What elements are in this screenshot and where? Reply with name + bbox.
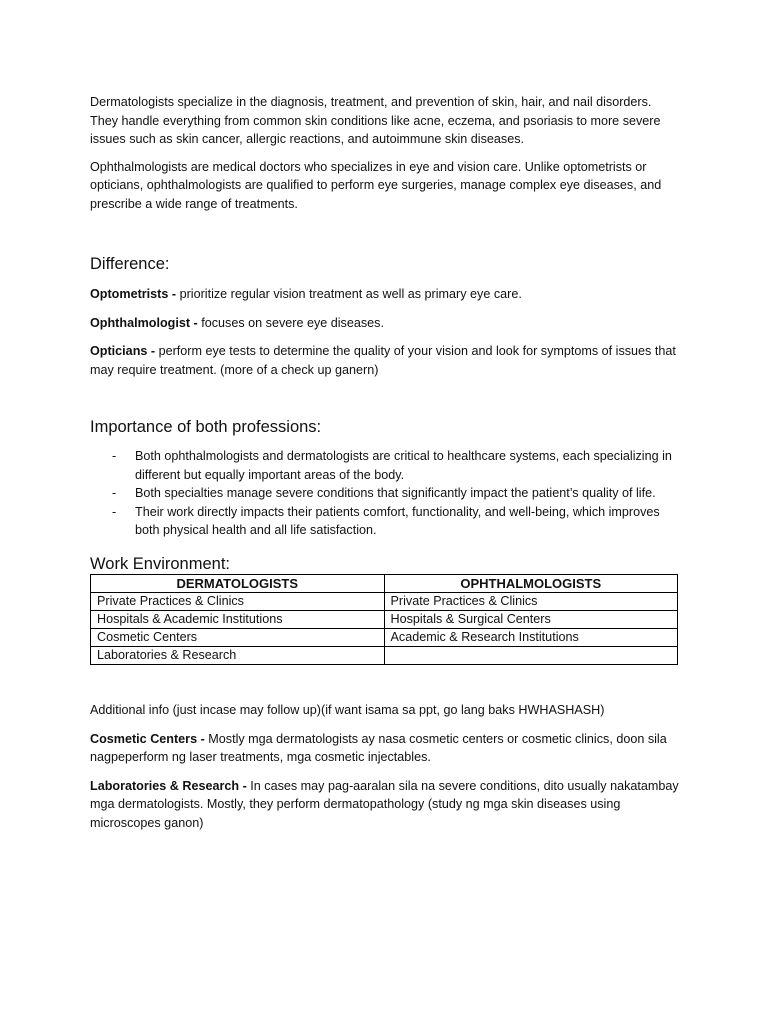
dash-bullet: - — [112, 486, 117, 500]
list-item-text: Both ophthalmologists and dermatologists are critical to healthcare systems, each specializing in different but equally important areas of the body. — [135, 449, 672, 482]
intro-dermatologists-paragraph: Dermatologists specialize in the diagnosis, treatment, and prevention of skin, hair, and nail disorders. They handle everything from common skin conditions like acne, eczema, and psoriasis to more severe issues such as skin cancer, allergic reactions, and autoimmune skin diseases. — [90, 95, 661, 146]
table-cell: Hospitals & Surgical Centers — [384, 610, 678, 628]
dash-bullet: - — [112, 449, 117, 463]
info-term: Laboratories & Research - — [90, 778, 247, 793]
info-term: Cosmetic Centers - — [90, 731, 205, 746]
definition-text: prioritize regular vision treatment as well as primary eye care. — [176, 287, 522, 301]
table-cell: Academic & Research Institutions — [384, 629, 678, 647]
column-header-dermatologists: DERMATOLOGISTS — [91, 574, 385, 592]
table-cell: Private Practices & Clinics — [384, 592, 678, 610]
importance-heading: Importance of both professions: — [90, 418, 322, 436]
definition-term: Ophthalmologist - — [90, 315, 198, 330]
table-cell: Hospitals & Academic Institutions — [91, 610, 385, 628]
additional-info-laboratories — [90, 777, 680, 833]
definition-opticians — [90, 342, 680, 379]
table-row — [91, 592, 678, 610]
table-row — [91, 647, 678, 665]
table-cell: Private Practices & Clinics — [91, 592, 385, 610]
difference-heading: Difference: — [90, 255, 170, 273]
table-row — [91, 629, 678, 647]
list-item-text: Both specialties manage severe conditions that significantly impact the patient’s quality of life. — [135, 486, 656, 500]
info-text: In cases may pag-aaralan sila na severe conditions, dito usually nakatambay mga dermatologists. Mostly, they perform dermatopathology (study ng mga skin diseases using microscopes ganon) — [90, 778, 679, 830]
list-item — [90, 503, 680, 540]
table-row — [91, 610, 678, 628]
definition-text: focuses on severe eye diseases. — [197, 315, 384, 330]
dash-bullet: - — [112, 504, 117, 519]
additional-info-intro: Additional info (just incase may follow up)(if want isama sa ppt, go lang baks HWHASHASH) — [90, 703, 605, 718]
table-header-row — [91, 574, 678, 592]
definition-ophthalmologist — [90, 314, 680, 333]
work-environment-heading: Work Environment: — [90, 554, 230, 573]
table-cell — [384, 647, 678, 665]
work-environment-table — [90, 574, 678, 666]
list-item-text: Their work directly impacts their patients comfort, functionality, and well-being, which improves both physical health and all life satisfaction. — [135, 504, 660, 537]
definition-optometrists — [90, 285, 680, 304]
list-item — [90, 484, 680, 503]
intro-ophthalmologists-paragraph: Ophthalmologists are medical doctors who specializes in eye and vision care. Unlike optometrists or opticians, ophthalmologists are qualified to perform eye surgeries, manage complex eye diseases, and prescribe a wide range of treatments. — [90, 159, 662, 211]
definition-text: perform eye tests to determine the quality of your vision and look for symptoms of issues that may require treatment. (more of a check up ganern) — [90, 344, 676, 377]
definition-term: Opticians - — [90, 344, 156, 358]
table-cell: Cosmetic Centers — [91, 629, 385, 647]
importance-list — [90, 447, 680, 540]
table-cell: Laboratories & Research — [91, 647, 385, 665]
definition-term: Optometrists - — [90, 287, 177, 301]
additional-info-cosmetic-centers — [90, 730, 680, 767]
column-header-ophthalmologists: OPHTHALMOLOGISTS — [384, 574, 678, 592]
list-item — [90, 447, 680, 484]
info-text: Mostly mga dermatologists ay nasa cosmetic centers or cosmetic clinics, doon sila nagpeperform ng laser treatments, mga cosmetic injectables. — [90, 731, 667, 765]
document-page — [90, 93, 680, 842]
